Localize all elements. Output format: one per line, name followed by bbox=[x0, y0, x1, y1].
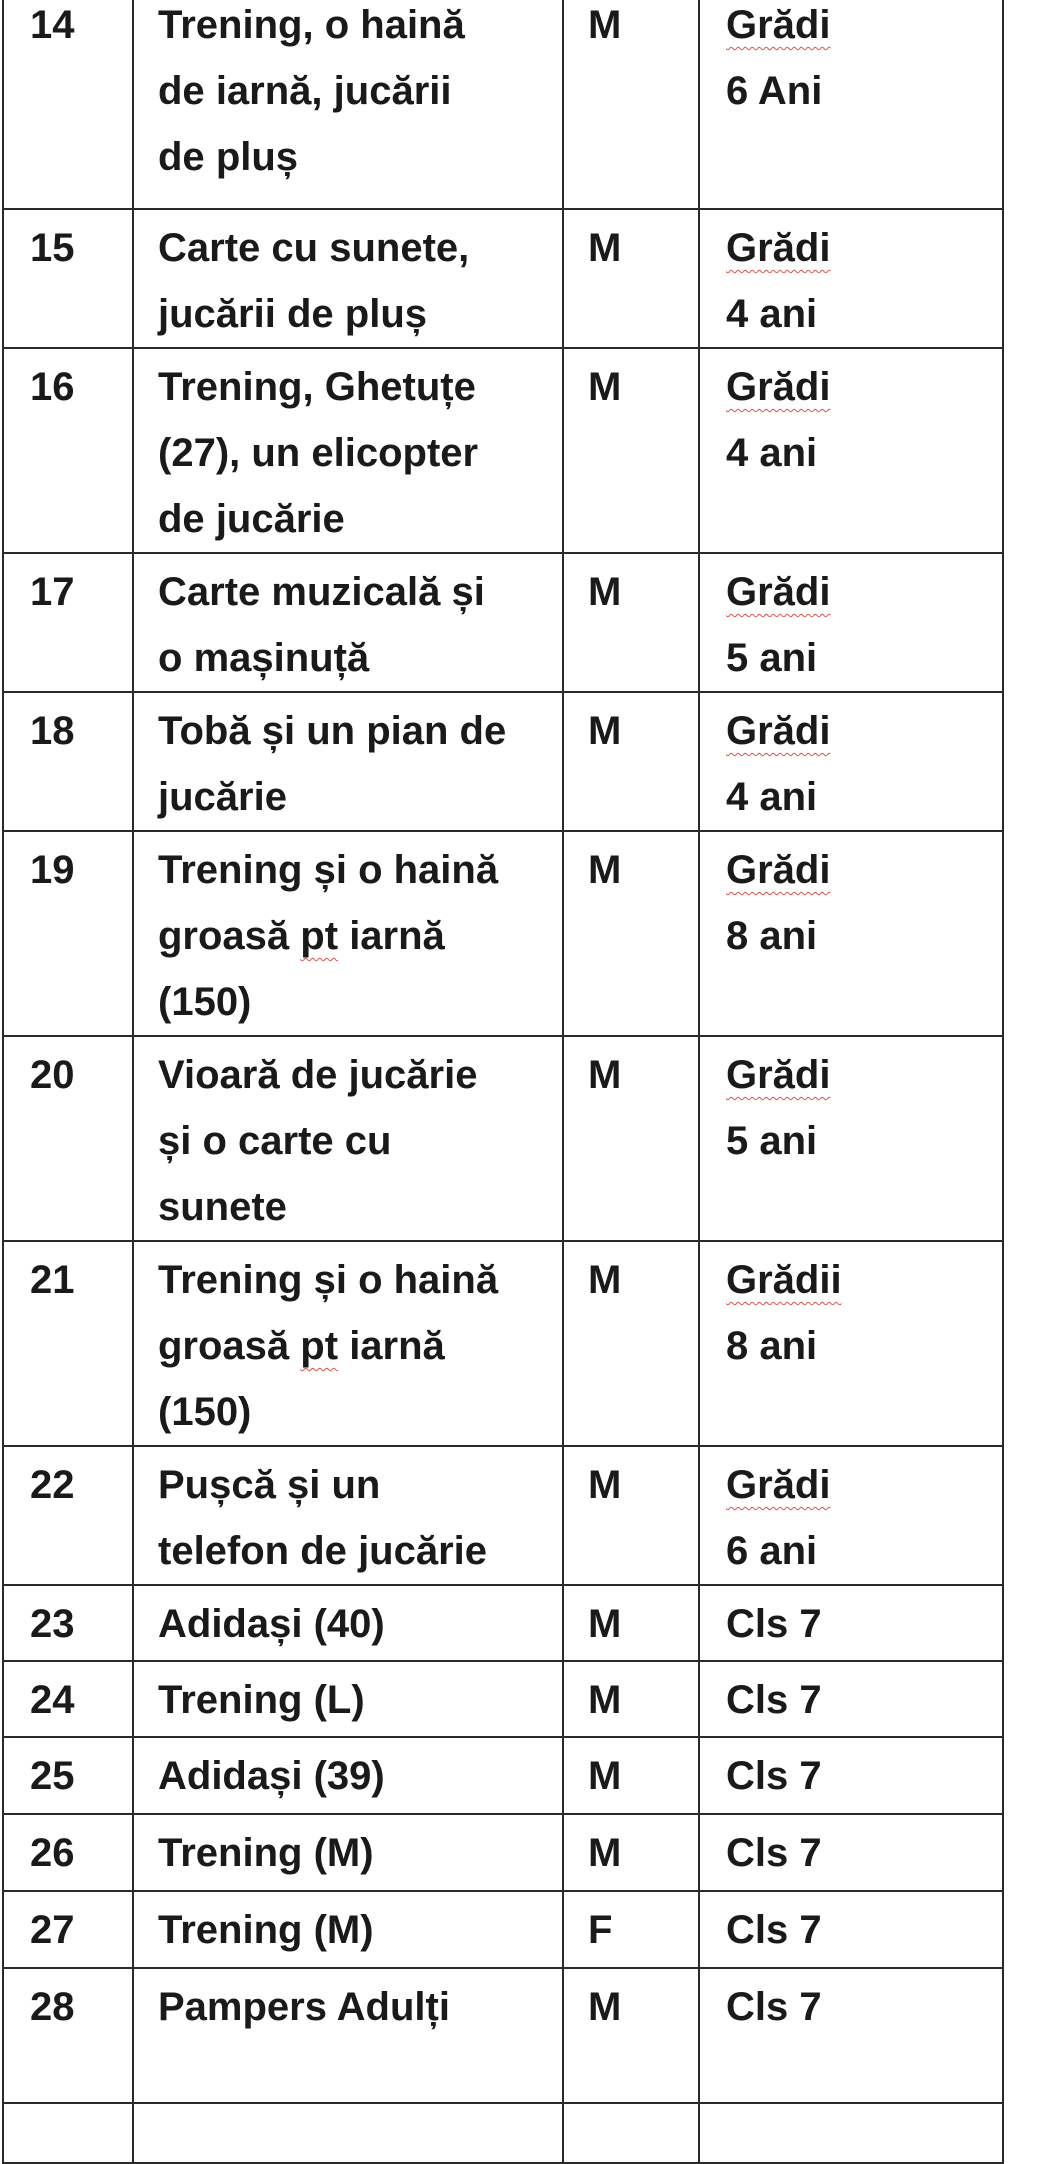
gift-description-line: Trening și o haină bbox=[158, 1258, 499, 1302]
row-number-cell bbox=[3, 1891, 133, 1968]
child-age: 4 ani bbox=[726, 431, 818, 475]
row-number: 21 bbox=[30, 1258, 75, 1302]
gender-cell bbox=[563, 1737, 699, 1814]
gift-description-line: de jucărie bbox=[158, 497, 345, 541]
gift-description-line: Pampers Adulți bbox=[158, 1985, 450, 2029]
gender: M bbox=[588, 3, 622, 47]
gift-description-cell bbox=[133, 553, 563, 692]
group-name: Cls 7 bbox=[726, 1908, 822, 1952]
gift-description-line: jucărie bbox=[158, 775, 287, 819]
group-name: Cls 7 bbox=[726, 1602, 822, 1646]
gender-cell bbox=[563, 2103, 699, 2163]
gift-description-line: Carte cu sunete, bbox=[158, 226, 470, 270]
gender: M bbox=[588, 226, 622, 270]
group-cell bbox=[699, 1661, 1003, 1737]
row-number: 14 bbox=[30, 3, 75, 47]
row-number-cell bbox=[3, 1036, 133, 1241]
gender: M bbox=[588, 1831, 622, 1875]
gift-description-cell bbox=[133, 2103, 563, 2163]
row-number: 18 bbox=[30, 709, 75, 753]
gender: M bbox=[588, 1463, 622, 1507]
row-number-cell bbox=[3, 1968, 133, 2103]
child-age: 4 ani bbox=[726, 292, 818, 336]
table-row bbox=[3, 831, 1003, 1036]
table-row bbox=[3, 1585, 1003, 1661]
group-name: Cls 7 bbox=[726, 1985, 822, 2029]
group-name: Grădi bbox=[726, 570, 831, 614]
table-row bbox=[3, 1446, 1003, 1585]
gender: M bbox=[588, 1678, 622, 1722]
group-name: Cls 7 bbox=[726, 1831, 822, 1875]
gift-description-cell bbox=[133, 348, 563, 553]
row-number: 15 bbox=[30, 226, 75, 270]
gift-description-line: Pușcă și un bbox=[158, 1463, 381, 1507]
gift-description-line: de pluș bbox=[158, 135, 299, 179]
group-cell bbox=[699, 209, 1003, 348]
gift-description-line: Trening (M) bbox=[158, 1908, 374, 1952]
table-row bbox=[3, 209, 1003, 348]
gender-cell bbox=[563, 0, 699, 209]
gift-description-cell bbox=[133, 209, 563, 348]
gift-description-line: Trening (L) bbox=[158, 1678, 365, 1722]
row-number-cell bbox=[3, 348, 133, 553]
row-number: 22 bbox=[30, 1463, 75, 1507]
gift-description-line: groasă pt iarnă bbox=[158, 914, 445, 958]
row-number-cell bbox=[3, 1585, 133, 1661]
gift-description-line: Tobă și un pian de bbox=[158, 709, 507, 753]
gift-description-cell bbox=[133, 1241, 563, 1446]
group-cell bbox=[699, 1968, 1003, 2103]
gift-description-cell bbox=[133, 1737, 563, 1814]
gift-description-line: Trening (M) bbox=[158, 1831, 374, 1875]
group-name: Grădi bbox=[726, 3, 831, 47]
group-cell bbox=[699, 553, 1003, 692]
group-name: Cls 7 bbox=[726, 1678, 822, 1722]
row-number: 27 bbox=[30, 1908, 75, 1952]
child-age: 8 ani bbox=[726, 914, 818, 958]
row-number: 24 bbox=[30, 1678, 75, 1722]
group-cell bbox=[699, 1814, 1003, 1891]
table-row bbox=[3, 1661, 1003, 1737]
row-number-cell bbox=[3, 553, 133, 692]
gender-cell bbox=[563, 1891, 699, 1968]
gender-cell bbox=[563, 1446, 699, 1585]
row-number-cell bbox=[3, 1446, 133, 1585]
table-row bbox=[3, 1968, 1003, 2103]
gift-description-line: o mașinuță bbox=[158, 636, 370, 680]
gender: M bbox=[588, 1602, 622, 1646]
gift-description-line: jucării de pluș bbox=[158, 292, 428, 336]
row-number-cell bbox=[3, 2103, 133, 2163]
row-number: 16 bbox=[30, 365, 75, 409]
group-cell bbox=[699, 1446, 1003, 1585]
row-number: 17 bbox=[30, 570, 75, 614]
gift-description-line: Trening și o haină bbox=[158, 848, 499, 892]
gift-description-line: și o carte cu bbox=[158, 1119, 392, 1163]
row-number-cell bbox=[3, 1737, 133, 1814]
gift-description-line: Adidași (40) bbox=[158, 1602, 385, 1646]
gift-description-cell bbox=[133, 1968, 563, 2103]
group-cell bbox=[699, 1891, 1003, 1968]
gift-description-line: de iarnă, jucării bbox=[158, 69, 452, 113]
group-cell bbox=[699, 1036, 1003, 1241]
gift-description-line: Vioară de jucărie bbox=[158, 1053, 478, 1097]
gift-list-table bbox=[2, 0, 1004, 2164]
table-row bbox=[3, 1036, 1003, 1241]
group-cell bbox=[699, 831, 1003, 1036]
gift-description-cell bbox=[133, 1036, 563, 1241]
table-row bbox=[3, 1737, 1003, 1814]
table-row bbox=[3, 1891, 1003, 1968]
row-number-cell bbox=[3, 1814, 133, 1891]
row-number-cell bbox=[3, 209, 133, 348]
row-number: 28 bbox=[30, 1985, 75, 2029]
group-cell bbox=[699, 692, 1003, 831]
gift-description-cell bbox=[133, 692, 563, 831]
gift-description-line: sunete bbox=[158, 1185, 287, 1229]
gift-description-cell bbox=[133, 1661, 563, 1737]
gender-cell bbox=[563, 1585, 699, 1661]
gift-description-line: Trening, o haină bbox=[158, 3, 465, 47]
table-row bbox=[3, 2103, 1003, 2163]
group-name: Grădii bbox=[726, 1258, 842, 1302]
gender-cell bbox=[563, 553, 699, 692]
gift-description-cell bbox=[133, 1446, 563, 1585]
group-name: Grădi bbox=[726, 848, 831, 892]
table-row bbox=[3, 692, 1003, 831]
gender-cell bbox=[563, 1661, 699, 1737]
child-age: 4 ani bbox=[726, 775, 818, 819]
row-number-cell bbox=[3, 1661, 133, 1737]
gender: M bbox=[588, 1258, 622, 1302]
gender-cell bbox=[563, 209, 699, 348]
gender-cell bbox=[563, 1241, 699, 1446]
gender: M bbox=[588, 570, 622, 614]
child-age: 5 ani bbox=[726, 1119, 818, 1163]
gender-cell bbox=[563, 1968, 699, 2103]
child-age: 6 ani bbox=[726, 1529, 818, 1573]
group-cell bbox=[699, 2103, 1003, 2163]
gender-cell bbox=[563, 831, 699, 1036]
gender: M bbox=[588, 848, 622, 892]
group-name: Grădi bbox=[726, 1463, 831, 1507]
group-name: Grădi bbox=[726, 709, 831, 753]
gift-description-cell bbox=[133, 1891, 563, 1968]
gift-description-line: groasă pt iarnă bbox=[158, 1324, 445, 1368]
group-name: Cls 7 bbox=[726, 1754, 822, 1798]
table-row bbox=[3, 348, 1003, 553]
gift-description-line: (150) bbox=[158, 1390, 252, 1434]
group-cell bbox=[699, 348, 1003, 553]
row-number: 20 bbox=[30, 1053, 75, 1097]
child-age: 8 ani bbox=[726, 1324, 818, 1368]
gender: M bbox=[588, 1985, 622, 2029]
row-number-cell bbox=[3, 692, 133, 831]
group-cell bbox=[699, 1737, 1003, 1814]
table-row bbox=[3, 553, 1003, 692]
row-number-cell bbox=[3, 831, 133, 1036]
gender-cell bbox=[563, 348, 699, 553]
child-age: 6 Ani bbox=[726, 69, 823, 113]
gift-description-line: Trening, Ghetuțe bbox=[158, 365, 476, 409]
gift-description-line: (27), un elicopter bbox=[158, 431, 479, 475]
group-name: Grădi bbox=[726, 1053, 831, 1097]
gender: M bbox=[588, 1053, 622, 1097]
gift-description-cell bbox=[133, 0, 563, 209]
row-number: 23 bbox=[30, 1602, 75, 1646]
table-row bbox=[3, 1814, 1003, 1891]
gift-description-cell bbox=[133, 831, 563, 1036]
group-cell bbox=[699, 1241, 1003, 1446]
row-number: 19 bbox=[30, 848, 75, 892]
gender: M bbox=[588, 365, 622, 409]
row-number: 26 bbox=[30, 1831, 75, 1875]
group-name: Grădi bbox=[726, 365, 831, 409]
table-row bbox=[3, 0, 1003, 209]
gender: F bbox=[588, 1908, 613, 1952]
row-number: 25 bbox=[30, 1754, 75, 1798]
table-row bbox=[3, 1241, 1003, 1446]
gift-description-line: Carte muzicală și bbox=[158, 570, 485, 614]
gift-list-body bbox=[3, 0, 1003, 2163]
child-age: 5 ani bbox=[726, 636, 818, 680]
gender: M bbox=[588, 1754, 622, 1798]
gift-description-line: telefon de jucărie bbox=[158, 1529, 488, 1573]
gender-cell bbox=[563, 692, 699, 831]
gift-description-cell bbox=[133, 1585, 563, 1661]
row-number-cell bbox=[3, 0, 133, 209]
group-cell bbox=[699, 1585, 1003, 1661]
group-name: Grădi bbox=[726, 226, 831, 270]
gift-description-line: Adidași (39) bbox=[158, 1754, 385, 1798]
gender-cell bbox=[563, 1814, 699, 1891]
gender-cell bbox=[563, 1036, 699, 1241]
row-number-cell bbox=[3, 1241, 133, 1446]
gift-description-cell bbox=[133, 1814, 563, 1891]
group-cell bbox=[699, 0, 1003, 209]
gender: M bbox=[588, 709, 622, 753]
gift-description-line: (150) bbox=[158, 980, 252, 1024]
